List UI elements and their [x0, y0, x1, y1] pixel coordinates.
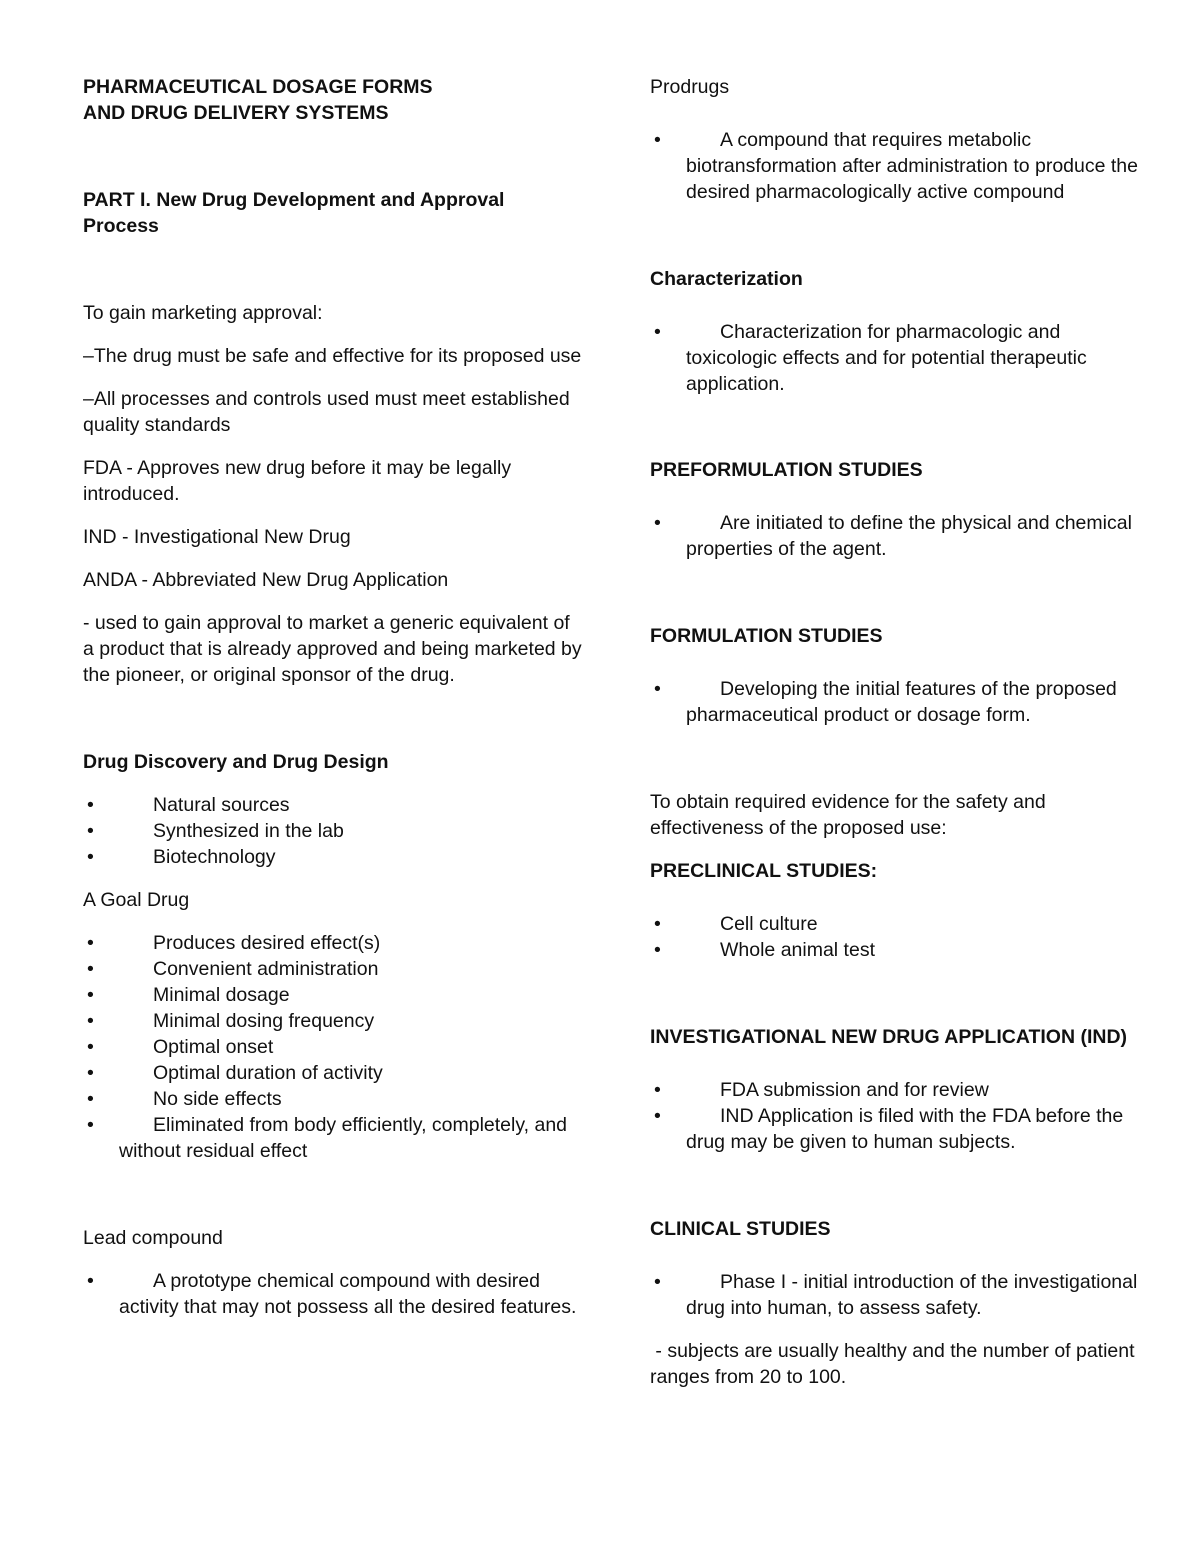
fda-definition: FDA - Approves new drug before it may be legally introduced.: [83, 457, 512, 505]
list-item: • Cell culture: [650, 911, 1140, 937]
characterization-heading: Characterization: [650, 268, 803, 290]
prodrugs-list: [650, 127, 1140, 205]
formulation-heading: FORMULATION STUDIES: [650, 625, 883, 647]
list-item: • Minimal dosing frequency: [83, 1008, 583, 1034]
list-item: • No side effects: [83, 1086, 583, 1112]
list-item: • Convenient administration: [83, 956, 583, 982]
anda-definition: ANDA - Abbreviated New Drug Application: [83, 569, 449, 591]
discovery-list: [83, 792, 583, 870]
list-item: • Phase I - initial introduction of the investigational drug into human, to assess safety.: [650, 1269, 1140, 1321]
list-item: • Are initiated to define the physical and chemical properties of the agent.: [650, 510, 1140, 562]
list-item: • Eliminated from body efficiently, completely, and without residual effect: [83, 1112, 583, 1164]
prodrugs-heading: Prodrugs: [650, 76, 730, 98]
discovery-heading: Drug Discovery and Drug Design: [83, 751, 389, 773]
document-title-line-2: AND DRUG DELIVERY SYSTEMS: [83, 102, 389, 124]
list-item: • Developing the initial features of the proposed pharmaceutical product or dosage form.: [650, 676, 1140, 728]
list-item: • Produces desired effect(s): [83, 930, 583, 956]
list-item: • Characterization for pharmacologic and toxicologic effects and for potential therapeutic application.: [650, 319, 1140, 397]
list-item: • Whole animal test: [650, 937, 1140, 963]
list-item: • A prototype chemical compound with desired activity that may not possess all the desired features.: [83, 1268, 583, 1320]
list-item: • Biotechnology: [83, 844, 583, 870]
ind-application-list: [650, 1077, 1140, 1155]
lead-compound-list: [83, 1268, 583, 1320]
list-item: • IND Application is filed with the FDA before the drug may be given to human subjects.: [650, 1103, 1140, 1155]
characterization-list: [650, 319, 1140, 397]
list-item: • Optimal duration of activity: [83, 1060, 583, 1086]
goal-drug-heading: A Goal Drug: [83, 889, 190, 911]
left-column: [83, 74, 583, 1320]
anda-description: - used to gain approval to market a generic equivalent of a product that is already approved and being marketed by the pioneer, or original sponsor of the drug.: [83, 612, 582, 686]
preformulation-list: [650, 510, 1140, 562]
formulation-list: [650, 676, 1140, 728]
document-title-line-1: PHARMACEUTICAL DOSAGE FORMS: [83, 76, 433, 98]
clinical-note: - subjects are usually healthy and the number of patient ranges from 20 to 100.: [650, 1340, 1140, 1388]
preformulation-heading: PREFORMULATION STUDIES: [650, 459, 923, 481]
evidence-intro: To obtain required evidence for the safety and effectiveness of the proposed use:: [650, 791, 1046, 839]
requirement-safe: –The drug must be safe and effective for its proposed use: [83, 345, 582, 367]
list-item: • FDA submission and for review: [650, 1077, 1140, 1103]
preclinical-heading: PRECLINICAL STUDIES:: [650, 860, 878, 882]
ind-definition: IND - Investigational New Drug: [83, 526, 351, 548]
right-column: [650, 74, 1140, 1390]
part-heading: PART I. New Drug Development and Approval Process: [83, 189, 505, 237]
list-item: • Optimal onset: [83, 1034, 583, 1060]
preclinical-list: [650, 911, 1140, 963]
clinical-list: [650, 1269, 1140, 1321]
goal-drug-list: [83, 930, 583, 1112]
ind-application-heading: INVESTIGATIONAL NEW DRUG APPLICATION (IND): [650, 1026, 1128, 1048]
list-item: • Minimal dosage: [83, 982, 583, 1008]
requirement-quality: –All processes and controls used must meet established quality standards: [83, 388, 570, 436]
lead-compound-heading: Lead compound: [83, 1227, 223, 1249]
clinical-heading: CLINICAL STUDIES: [650, 1218, 831, 1240]
list-item: • Natural sources: [83, 792, 583, 818]
list-item: • A compound that requires metabolic biotransformation after administration to produce the desired pharmacologically active compound: [650, 127, 1140, 205]
approval-intro: To gain marketing approval:: [83, 302, 323, 324]
list-item: • Synthesized in the lab: [83, 818, 583, 844]
